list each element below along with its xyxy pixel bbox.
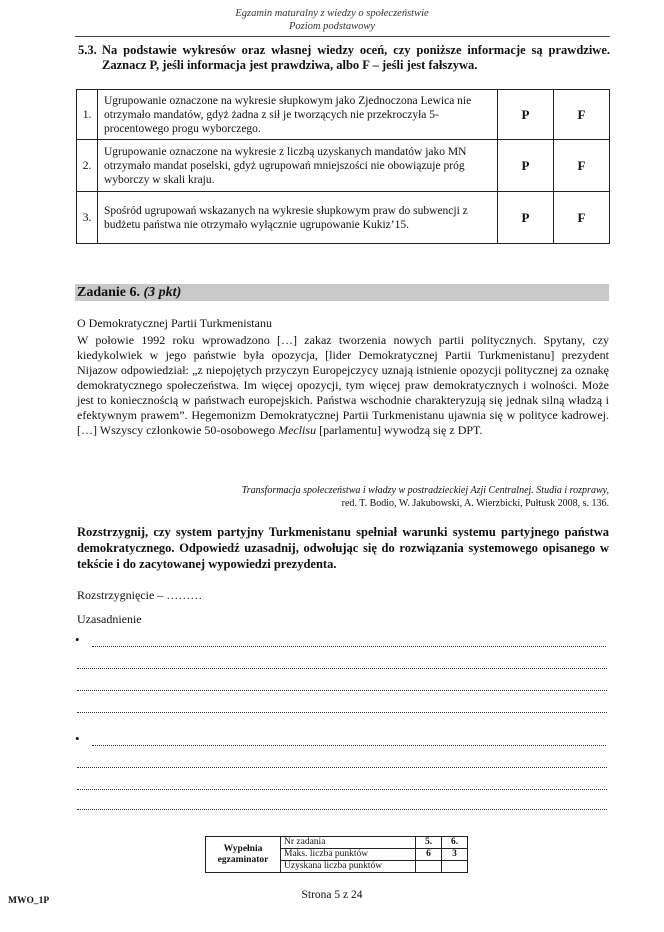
statement-text: Ugrupowanie oznaczone na wykresie z liczbą uzyskanych mandatów jako MN otrzymało mandat poselski, gdyż ugrupowań mniejszości nie obowiązuje próg wyborczy w skali kraju. [98,140,498,192]
bullet-point: • [75,632,80,647]
quote-italic-term: Meclisu [278,423,317,437]
page-number: Strona 5 z 24 [301,889,363,901]
answer-line[interactable] [77,809,607,810]
quote-part-1: W połowie 1992 roku wprowadzono […] zakaz tworzenia nowych partii politycznych. Spytany, czy kiedykolwiek w jego państwie była opozycja, [lider Demokratycznej Partii Turkmenistanu] prezydent Nijazow odpowiedział: „z niepojętych przyczyn Europejczycy uznają istnienie opozycji politycznej za oznakę demokratycznego społeczeństwa. Im więcej opozycji, tym więcej praw demokratycznych i wolności. Może jest to koniecznością w państwach europejskich. Państwa wschodnie charakteryzują się jednak silną władzą i efektywnym prawem”. Hegemonizm Demokratycznej Partii Turkmenistanu ujawnia się w polityce kadrowej. […] Wszyscy członkowie 50-osobowego [77,333,609,437]
false-option[interactable]: F [554,140,610,192]
answer-line[interactable] [92,745,606,746]
source-quote [77,333,609,438]
examiner-table [205,836,468,873]
answer-line[interactable] [92,646,606,647]
examiner-label: Wypełnia egzaminator [206,837,281,873]
task-instruction-text: Na podstawie wykresów oraz własnej wiedzy oceń, czy poniższe informacje są prawdziwe. Zaznacz P, jeśli informacja jest prawdziwa, albo F – jeśli jest fałszywa. [102,43,610,72]
source-citation [77,484,609,510]
header-divider [75,36,610,37]
answer-line[interactable] [77,712,607,713]
cell-value: 3 [442,849,468,861]
cell-value: 6. [442,837,468,849]
task-number: 5.3. [78,43,97,57]
table-row [77,90,610,140]
task-6-title: Zadanie 6. [77,285,141,300]
statement-text: Spośród ugrupowań wskazanych na wykresie słupkowym praw do subwencji z budżetu państwa nie otrzymało wyłącznie ugrupowanie Kukiz’15. [98,192,498,244]
false-option[interactable]: F [554,192,610,244]
exam-title: Egzamin maturalny z wiedzy o społeczeństwie [235,8,429,19]
true-option[interactable]: P [498,90,554,140]
quote-part-2: [parlamentu] wywodzą się z DPT. [316,423,483,437]
answer-line[interactable] [77,690,607,691]
source-text-title: O Demokratycznej Partii Turkmenistanu [77,316,272,330]
justification-label: Uzasadnienie [77,612,142,626]
true-option[interactable]: P [498,140,554,192]
task-6-points: (3 pkt) [143,285,182,300]
answer-line[interactable] [77,668,607,669]
row-number: 1. [77,90,98,140]
score-input-cell[interactable] [442,861,468,873]
exam-level: Poziom podstawowy [288,21,376,32]
row-number: 2. [77,140,98,192]
true-false-table [76,89,610,244]
task-6-instruction: Rozstrzygnij, czy system partyjny Turkmenistanu spełniał warunki systemu partyjnego państwa demokratycznego. Odpowiedź uzasadnij, odwołując się do rozwiązania systemowego opisanego w tekście i do zacytowanej wypowiedzi prezydenta. [77,525,609,571]
citation-title: Transformacja społeczeństwa i władzy w postradzieckiej Azji Centralnej. Studia i rozprawy, [241,485,609,496]
citation-editors: red. T. Bodio, W. Jakubowski, A. Wierzbicki, Pułtusk 2008, s. 136. [341,498,609,509]
true-option[interactable]: P [498,192,554,244]
row-label: Nr zadania [281,837,416,849]
task-5-3-instruction [78,43,610,73]
score-input-cell[interactable] [416,861,442,873]
cell-value: 6 [416,849,442,861]
decision-label: Rozstrzygnięcie – ……… [77,588,203,602]
task-6-heading [75,284,609,301]
exam-code: MWO_1P [8,896,50,906]
answer-line[interactable] [77,789,607,790]
row-number: 3. [77,192,98,244]
row-label: Maks. liczba punktów [281,849,416,861]
false-option[interactable]: F [554,90,610,140]
row-label: Uzyskana liczba punktów [281,861,416,873]
answer-line[interactable] [77,767,607,768]
bullet-point: • [75,731,80,746]
cell-value: 5. [416,837,442,849]
table-row [77,192,610,244]
table-row [77,140,610,192]
statement-text: Ugrupowanie oznaczone na wykresie słupkowym jako Zjednoczona Lewica nie otrzymało mandatów, gdyż żadna z sił je tworzących nie przekroczyła 5-procentowego progu wyborczego. [98,90,498,140]
